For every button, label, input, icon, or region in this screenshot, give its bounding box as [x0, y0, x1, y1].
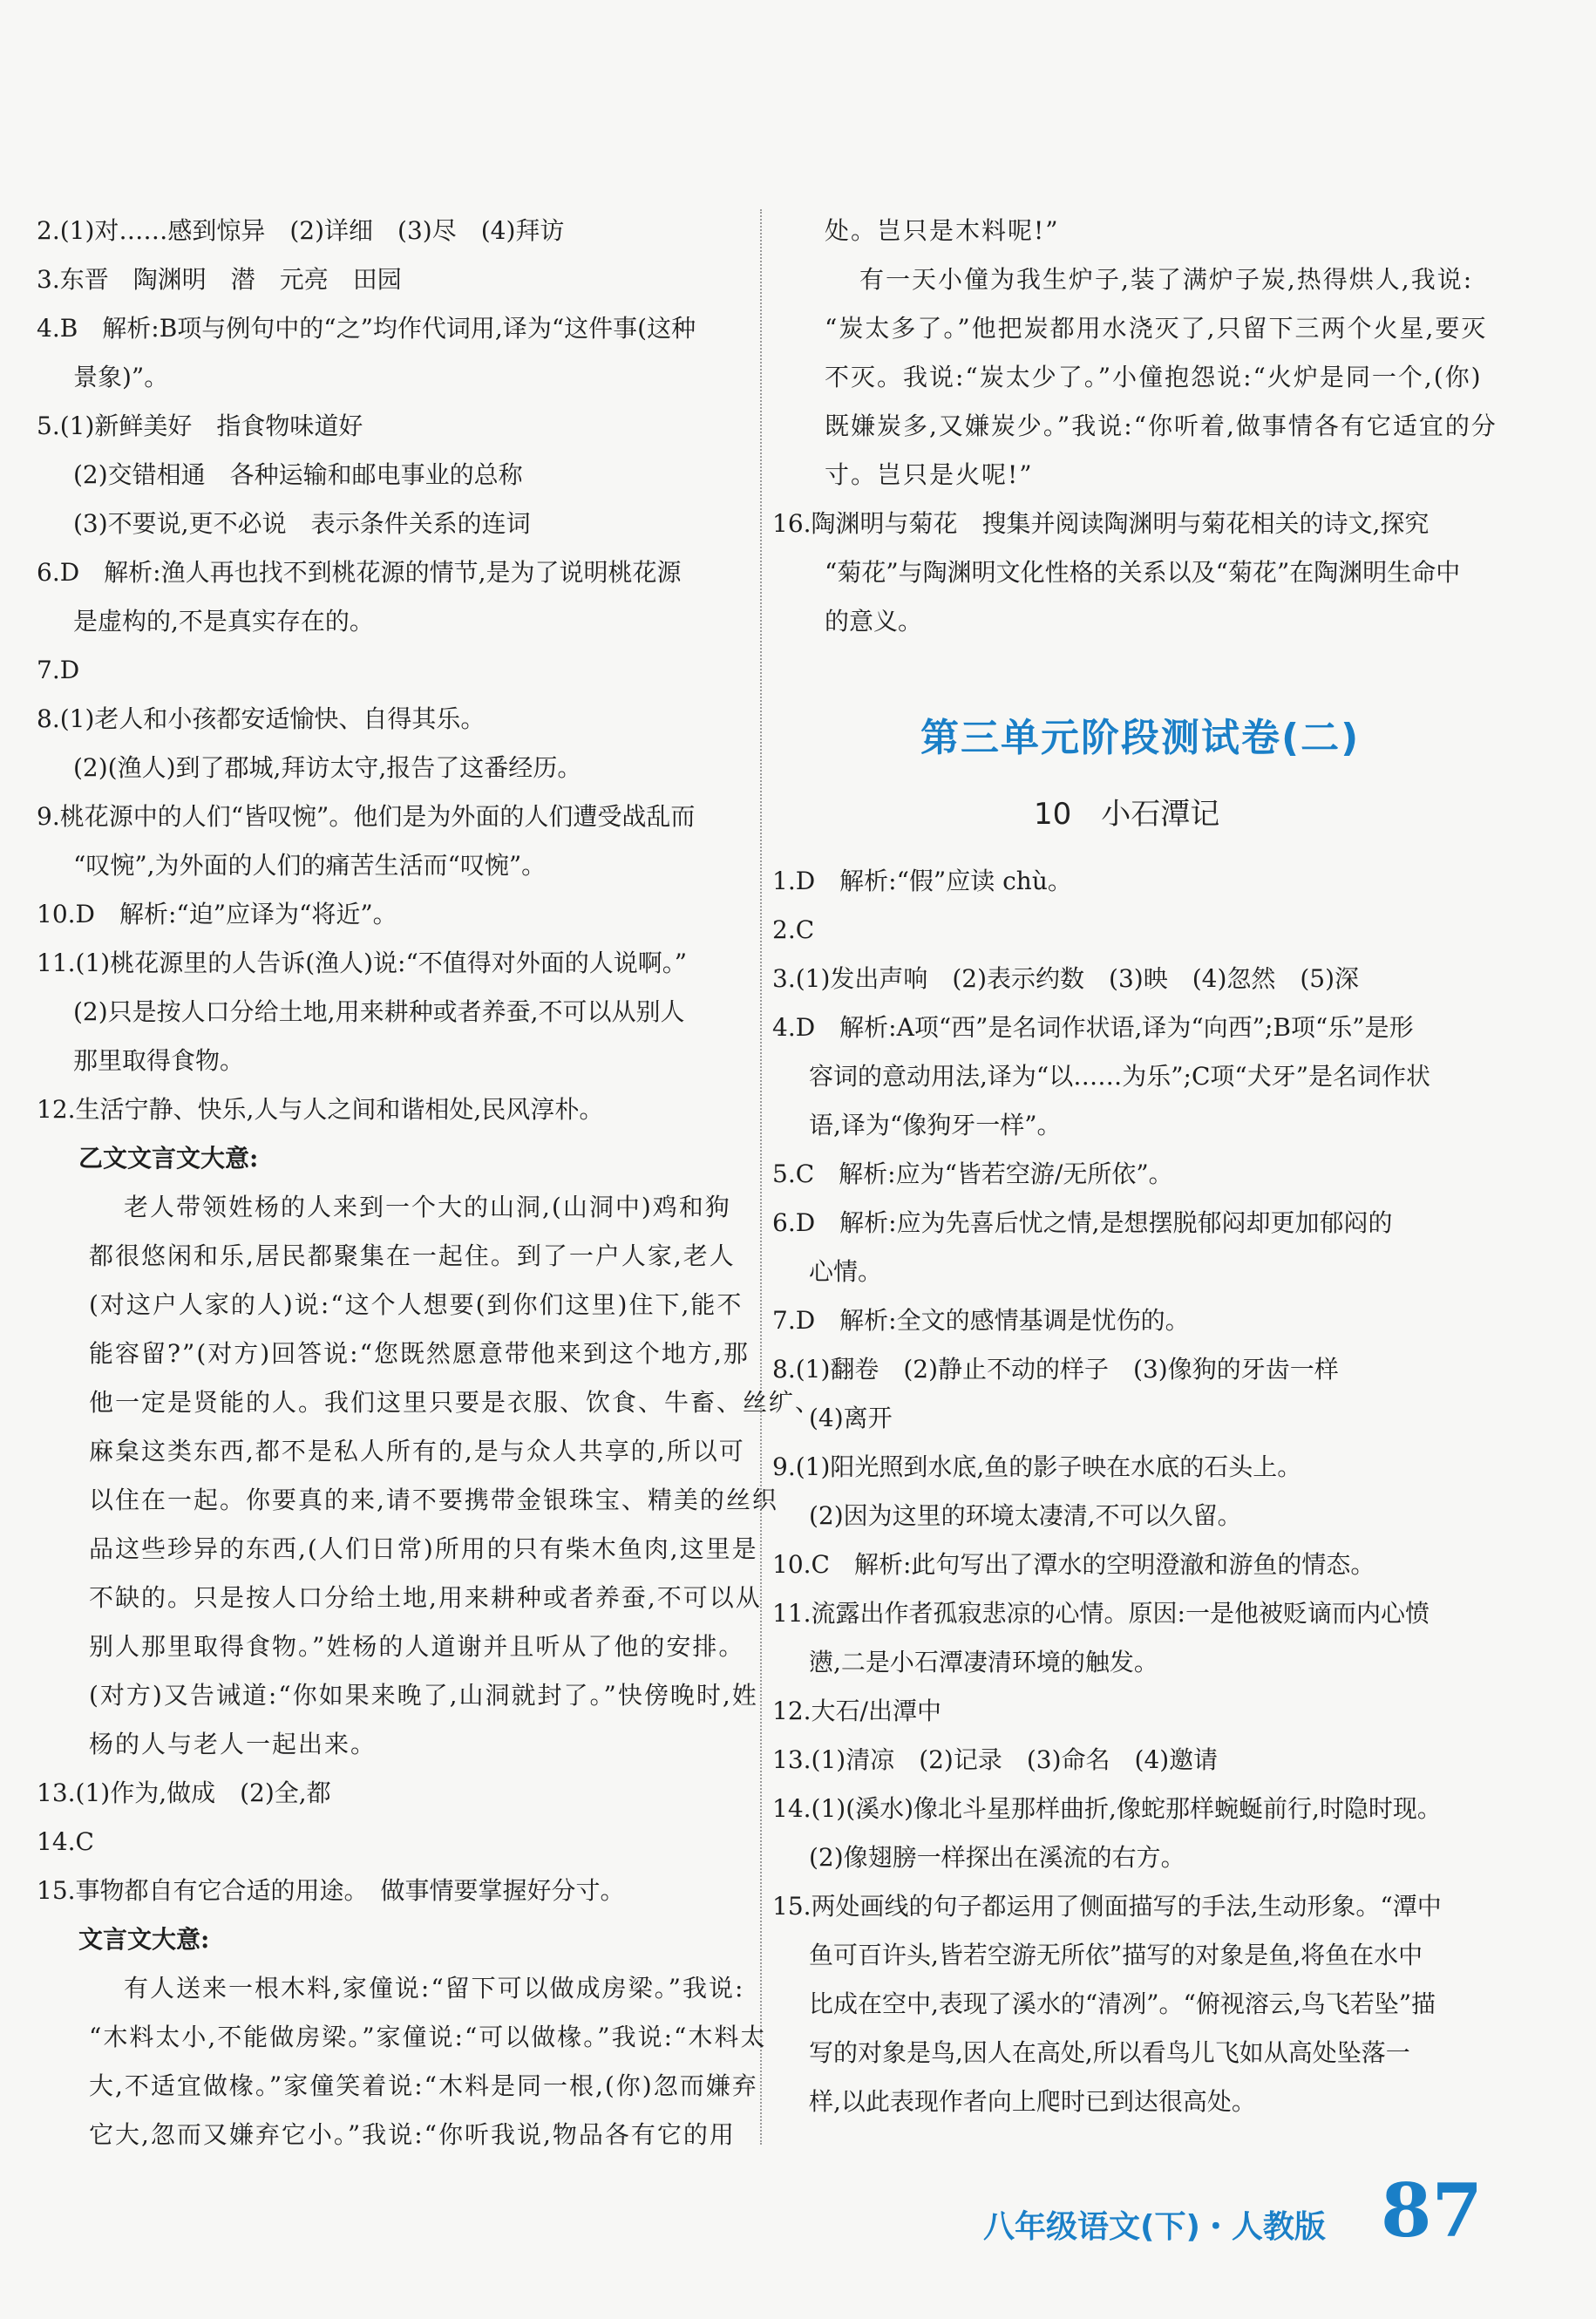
answer-line: 样,以此表现作者向上爬时已到达很高处。	[809, 2087, 1256, 2116]
translation-line: (对这户人家的人)说:“这个人想要(到你们这里)住下,能不	[89, 1290, 744, 1319]
translation-line: 杨的人与老人一起出来。	[89, 1730, 377, 1758]
answer-line: 8.(1)翻卷 (2)静止不动的样子 (3)像狗的牙齿一样	[772, 1355, 1339, 1384]
answer-line: 5.C 解析:应为“皆若空游/无所依”。	[772, 1160, 1173, 1188]
answer-line: 5.(1)新鲜美好 指食物味道好	[37, 411, 363, 440]
answer-line: 11.流露出作者孤寂悲凉的心情。原因:一是他被贬谪而内心愤	[772, 1599, 1430, 1628]
answer-line: 8.(1)老人和小孩都安适愉快、自得其乐。	[37, 704, 486, 733]
translation-line: 能容留?”(对方)回答说:“您既然愿意带他来到这个地方,那	[89, 1339, 750, 1368]
translation-line: 不灭。我说:“炭太少了。”小僮抱怨说:“火炉是同一个,(你)	[825, 363, 1483, 391]
subheading: 乙文文言文大意:	[78, 1144, 259, 1173]
answer-line: 4.D 解析:A项“西”是名词作状语,译为“向西”;B项“乐”是形	[772, 1013, 1414, 1042]
translation-line: “木料太小,不能做房梁。”家僮说:“可以做椽。”我说:“木料太	[89, 2023, 767, 2051]
answer-line: (2)像翅膀一样探出在溪流的右方。	[809, 1843, 1185, 1872]
answer-line: 3.东晋 陶渊明 潜 元亮 田园	[37, 265, 402, 294]
answer-line: 的意义。	[825, 607, 923, 636]
answer-line: 3.(1)发出声响 (2)表示约数 (3)映 (4)忽然 (5)深	[772, 964, 1360, 993]
answer-line: 12.大石/出潭中	[772, 1697, 941, 1725]
translation-line: (对方)又告诫道:“你如果来晚了,山洞就封了。”快傍晚时,姓	[89, 1681, 758, 1710]
answer-line: 9.(1)阳光照到水底,鱼的影子映在水底的石头上。	[772, 1452, 1302, 1481]
answer-line: 写的对象是鸟,因人在高处,所以看鸟儿飞如从高处坠落一	[809, 2038, 1410, 2067]
lesson-title: 10 小石潭记	[1034, 797, 1220, 832]
translation-line: 别人那里取得食物。”姓杨的人道谢并且听从了他的安排。	[89, 1632, 745, 1661]
translation-line: 大,不适宜做椽。”家僮笑着说:“木料是同一根,(你)忽而嫌弃	[89, 2071, 758, 2100]
answer-line: 是虚构的,不是真实存在的。	[73, 607, 374, 636]
answer-line: 7.D	[37, 656, 80, 684]
translation-line: 有一天小僮为我生炉子,装了满炉子炭,热得烘人,我说:	[859, 265, 1474, 294]
answer-line: 14.C	[37, 1827, 94, 1856]
answer-line: (4)离开	[809, 1404, 893, 1432]
translation-line: 以住在一起。你要真的来,请不要携带金银珠宝、精美的丝织	[89, 1486, 778, 1514]
answer-line: 13.(1)作为,做成 (2)全,都	[37, 1778, 331, 1807]
answer-line: 16.陶渊明与菊花 搜集并阅读陶渊明与菊花相关的诗文,探究	[772, 509, 1430, 538]
answer-line: 鱼可百许头,皆若空游无所依”描写的对象是鱼,将鱼在水中	[809, 1941, 1423, 1969]
answer-line: 容词的意动用法,译为“以……为乐”;C项“犬牙”是名词作状	[809, 1062, 1431, 1091]
answer-line: 比成在空中,表现了溪水的“清冽”。“俯视溶云,鸟飞若坠”描	[809, 1989, 1436, 2018]
column-divider	[760, 209, 762, 2145]
section-title: 第三单元阶段测试卷(二)	[920, 716, 1361, 760]
page-number: 87	[1381, 2167, 1483, 2254]
translation-line: 寸。岂只是火呢!”	[825, 460, 1034, 489]
answer-line: 6.D 解析:渔人再也找不到桃花源的情节,是为了说明桃花源	[37, 558, 682, 587]
answer-line: (3)不要说,更不必说 表示条件关系的连词	[73, 509, 531, 538]
translation-line: 品这些珍异的东西,(人们日常)所用的只有柴木鱼肉,这里是	[89, 1534, 758, 1563]
answer-line: 6.D 解析:应为先喜后忧之情,是想摆脱郁闷却更加郁闷的	[772, 1208, 1393, 1237]
answer-line: “叹惋”,为外面的人们的痛苦生活而“叹惋”。	[73, 851, 547, 880]
answer-line: 14.(1)(溪水)像北斗星那样曲折,像蛇那样蜿蜒前行,时隐时现。	[772, 1794, 1442, 1823]
answer-line: 心情。	[809, 1257, 883, 1286]
footer-label: 八年级语文(下)・人教版	[983, 2209, 1326, 2245]
translation-line: 麻枲这类东西,都不是私人所有的,是与众人共享的,所以可	[89, 1437, 745, 1466]
answer-line: 13.(1)清凉 (2)记录 (3)命名 (4)邀请	[772, 1745, 1219, 1774]
translation-line: 老人带领姓杨的人来到一个大的山洞,(山洞中)鸡和狗	[124, 1193, 731, 1221]
answer-line: 懑,二是小石潭凄清环境的触发。	[809, 1648, 1158, 1676]
answer-line: 12.生活宁静、快乐,人与人之间和谐相处,民风淳朴。	[37, 1095, 604, 1124]
answer-line: 10.D 解析:“迫”应译为“将近”。	[37, 900, 397, 928]
answer-line: “菊花”与陶渊明文化性格的关系以及“菊花”在陶渊明生命中	[825, 558, 1461, 587]
translation-line: 既嫌炭多,又嫌炭少。”我说:“你听着,做事情各有它适宜的分	[825, 411, 1498, 440]
answer-line: 15.事物都自有它合适的用途。 做事情要掌握好分寸。	[37, 1876, 625, 1905]
answer-line: (2)只是按人口分给土地,用来耕种或者养蚕,不可以从别人	[73, 997, 685, 1026]
translation-line: 不缺的。只是按人口分给土地,用来耕种或者养蚕,不可以从	[89, 1583, 762, 1612]
answer-line: (2)交错相通 各种运输和邮电事业的总称	[73, 460, 523, 489]
answer-line: 11.(1)桃花源里的人告诉(渔人)说:“不值得对外面的人说啊。”	[37, 949, 688, 977]
answer-line: 4.B 解析:B项与例句中的“之”均作代词用,译为“这件事(这种	[37, 314, 696, 343]
answer-line: 9.桃花源中的人们“皆叹惋”。他们是为外面的人们遭受战乱而	[37, 802, 696, 831]
answer-line: 10.C 解析:此句写出了潭水的空明澄澈和游鱼的情态。	[772, 1550, 1375, 1579]
answer-line: 语,译为“像狗牙一样”。	[809, 1111, 1062, 1139]
answer-line: (2)(渔人)到了郡城,拜访太守,报告了这番经历。	[73, 753, 582, 782]
translation-line: 有人送来一根木料,家僮说:“留下可以做成房梁。”我说:	[124, 1974, 745, 2003]
answer-line: 2.C	[772, 915, 815, 944]
answer-line: 那里取得食物。	[73, 1046, 245, 1075]
answer-line: 7.D 解析:全文的感情基调是忧伤的。	[772, 1306, 1190, 1335]
translation-line: “炭太多了。”他把炭都用水浇灭了,只留下三两个火星,要灭	[825, 314, 1488, 343]
translation-line: 它大,忽而又嫌弃它小。”我说:“你听我说,物品各有它的用	[89, 2120, 736, 2149]
translation-line: 处。岂只是木料呢!”	[825, 216, 1060, 245]
subheading: 文言文大意:	[78, 1925, 210, 1954]
translation-line: 都很悠闲和乐,居民都聚集在一起住。到了一户人家,老人	[89, 1241, 736, 1270]
answer-line: (2)因为这里的环境太凄清,不可以久留。	[809, 1501, 1242, 1530]
answer-line: 景象)”。	[73, 363, 169, 391]
answer-line: 2.(1)对……感到惊异 (2)详细 (3)尽 (4)拜访	[37, 216, 565, 245]
answer-line: 1.D 解析:“假”应读 chù。	[772, 867, 1072, 895]
translation-line: 他一定是贤能的人。我们这里只要是衣服、饮食、牛畜、丝纩、	[89, 1388, 822, 1417]
answer-line: 15.两处画线的句子都运用了侧面描写的手法,生动形象。“潭中	[772, 1892, 1442, 1921]
